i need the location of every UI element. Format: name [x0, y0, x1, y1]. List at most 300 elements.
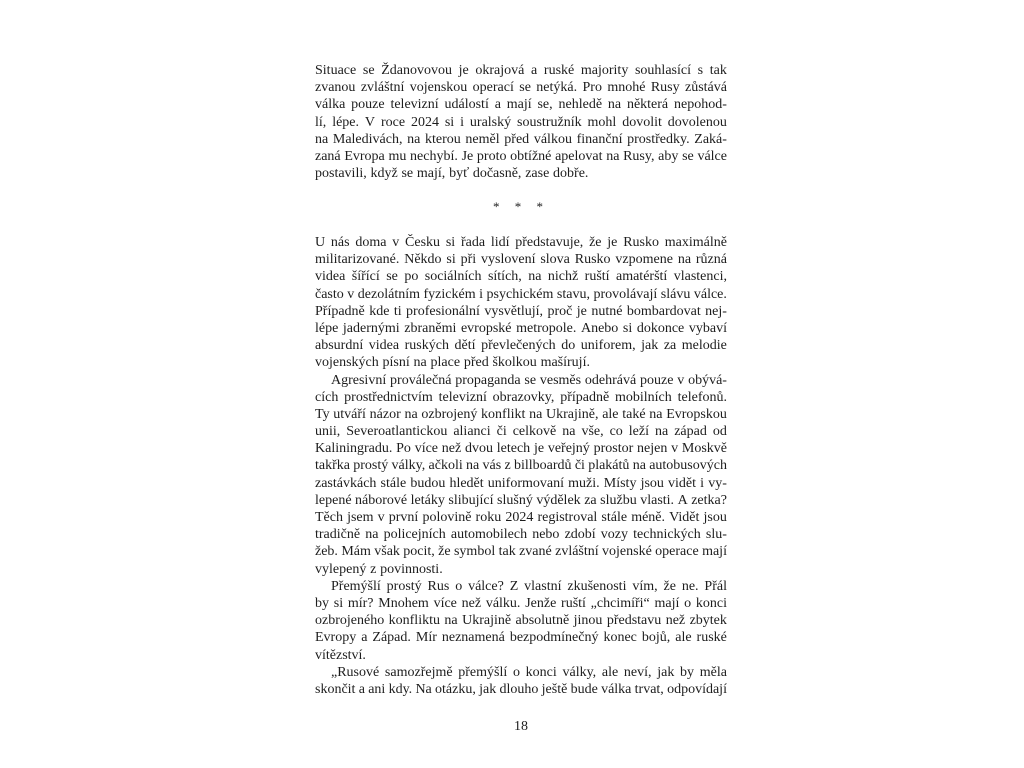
word: televizní: [390, 97, 439, 113]
word: Někdo: [404, 252, 442, 268]
word: řada: [460, 235, 486, 250]
word: zaná: [315, 148, 341, 164]
word: Ždanovovou: [381, 63, 452, 78]
word: se,: [537, 97, 553, 113]
word: tak: [498, 544, 516, 560]
word: jak: [641, 338, 659, 354]
word: otázku,: [435, 681, 476, 697]
text-line: [315, 148, 727, 165]
word: melodie: [681, 338, 727, 354]
word: „chcimíři“: [590, 595, 650, 611]
word: a: [358, 681, 365, 697]
word: mají,: [416, 166, 446, 182]
word: uralský: [469, 114, 512, 130]
word: vás: [482, 458, 502, 474]
word: Případně: [315, 303, 365, 319]
word: zdobí: [564, 527, 596, 543]
word: Kaliningradu.: [315, 441, 393, 457]
word: nás: [330, 235, 350, 250]
word: zvláštní: [555, 544, 599, 560]
word: polovině: [422, 510, 472, 525]
word: s: [697, 63, 704, 78]
word: na: [562, 424, 576, 440]
word: za: [584, 492, 597, 508]
word: Z: [509, 578, 519, 594]
word: válce: [697, 148, 727, 164]
word: co: [609, 424, 623, 440]
word: vybaví: [688, 320, 727, 336]
word: ozbrojený: [421, 406, 478, 422]
word: slova: [540, 252, 570, 268]
text-line: [315, 79, 727, 96]
word: automobilech: [450, 527, 528, 543]
word: videa: [368, 338, 400, 354]
text-line: [315, 423, 727, 440]
word: kterou: [425, 131, 461, 147]
word: dovolit: [622, 114, 662, 130]
word: přemýšlí: [458, 664, 508, 680]
word: konflikt: [481, 406, 526, 422]
word: dvou: [465, 441, 493, 457]
word: žeb.: [315, 544, 338, 560]
word: na: [528, 269, 542, 285]
word: zbytek: [689, 613, 727, 629]
word: zvané: [519, 544, 552, 560]
word: aby: [658, 148, 679, 164]
word: při: [460, 252, 477, 268]
word: nechybí.: [410, 148, 458, 164]
word: Přemýšlí: [331, 578, 381, 594]
word: válkou: [533, 131, 572, 147]
word: ani: [368, 681, 386, 697]
word: amatérští: [615, 269, 668, 285]
word: alianci: [453, 424, 491, 440]
word: leží: [628, 424, 650, 440]
word: Anebo: [580, 320, 619, 336]
word: bombardovat: [626, 303, 701, 319]
word: vše,: [581, 424, 604, 440]
word: samozřejmě: [384, 664, 453, 680]
text-line: [315, 114, 727, 131]
word: U: [315, 235, 326, 250]
word: školkou: [492, 355, 537, 371]
word: války,: [391, 458, 426, 474]
word: provolávají: [593, 286, 658, 302]
word: vítězství.: [315, 647, 366, 663]
word: a: [361, 630, 368, 646]
word: zbraněmi: [404, 320, 457, 336]
word: písní: [382, 355, 410, 371]
text-line: [315, 647, 727, 664]
word: v: [671, 441, 679, 457]
word: autobusových: [649, 458, 727, 474]
word: celkově: [512, 424, 557, 440]
word: převlečených: [481, 338, 556, 354]
word: válce?: [468, 578, 504, 594]
word: takřka: [315, 458, 350, 474]
word: Jenže: [525, 595, 557, 611]
word: ale: [602, 406, 619, 422]
word: před: [463, 355, 489, 371]
word: dokonce: [636, 320, 685, 336]
word: netýká.: [536, 80, 578, 96]
text-line: [315, 372, 727, 389]
word: dezolátním: [357, 286, 420, 302]
word: zetka?: [691, 492, 727, 508]
word: Pro: [582, 80, 602, 96]
word: militarizované.: [315, 252, 400, 268]
word: když: [370, 166, 398, 182]
word: bude: [570, 681, 598, 697]
word: Evropy: [315, 630, 357, 646]
text-line: [315, 612, 727, 629]
word: technických: [633, 527, 701, 543]
text-line: [315, 337, 727, 354]
word: také: [622, 406, 646, 422]
text-line: [315, 578, 727, 595]
word: událostí: [444, 97, 489, 113]
word: na: [315, 131, 329, 147]
word: lidí: [490, 235, 510, 250]
text-line: [315, 354, 727, 371]
word: propaganda: [455, 372, 521, 388]
word: cích: [315, 389, 339, 405]
text-line: [315, 664, 727, 681]
word: konec: [603, 630, 637, 646]
word: Situace: [315, 63, 357, 78]
word: by: [680, 664, 695, 680]
word: války,: [562, 664, 597, 680]
word: se: [401, 166, 414, 182]
word: 2024: [410, 114, 439, 130]
word: případně: [560, 389, 610, 405]
word: se: [682, 148, 694, 164]
word: mír?: [347, 595, 374, 611]
word: válce.: [693, 286, 727, 302]
word: plakátů: [588, 458, 630, 474]
word: od: [712, 424, 727, 440]
word: Rusy,: [623, 148, 655, 164]
word: vidět: [668, 475, 697, 491]
word: si: [446, 252, 456, 268]
word: jadernými: [342, 320, 400, 336]
word: dovolenou: [667, 114, 727, 130]
word: na: [407, 131, 421, 147]
word: službu: [600, 492, 637, 508]
word: na: [606, 148, 620, 164]
word: obývá-: [688, 372, 727, 388]
word: souhlasící: [634, 63, 691, 78]
word: psychickém: [486, 286, 554, 302]
word: nepohod-: [673, 97, 727, 113]
word: na: [632, 458, 646, 474]
word: Ukrajině,: [546, 406, 599, 422]
word: pouze: [640, 372, 674, 388]
word: Zaká-: [694, 131, 727, 147]
word: i: [479, 286, 484, 302]
word: prostý: [386, 578, 422, 594]
word: zase: [525, 166, 550, 182]
paragraph-top: [315, 62, 727, 182]
word: Moskvě: [681, 441, 727, 457]
word: v: [677, 372, 685, 388]
word: majority: [580, 63, 629, 78]
word: pocit,: [403, 544, 435, 560]
word: Přál: [704, 578, 727, 594]
word: mají: [702, 544, 727, 560]
word: vojenských: [315, 355, 379, 371]
text-line: [315, 681, 727, 698]
word: lépe.: [332, 114, 360, 130]
word: place: [430, 355, 461, 371]
word: Ukrajině: [462, 613, 512, 629]
page-number: 18: [514, 719, 528, 734]
word: 2024: [505, 510, 534, 525]
word: dobře.: [553, 166, 589, 182]
word: uniforem,: [580, 338, 636, 354]
word: doma: [355, 235, 387, 250]
word: pouze: [351, 97, 385, 113]
word: o: [512, 664, 520, 680]
word: jak: [479, 681, 497, 697]
word: vzpomene: [615, 252, 673, 268]
word: ještě: [541, 681, 568, 697]
word: mohl: [587, 114, 617, 130]
word: muži.: [568, 475, 600, 491]
main-text: [315, 234, 727, 698]
word: proválečná: [390, 372, 452, 388]
word: na: [677, 252, 692, 268]
word: je: [576, 303, 587, 319]
word: Evropa: [344, 148, 385, 164]
word: vím,: [632, 578, 658, 594]
word: symbol: [453, 544, 496, 560]
word: roce: [380, 114, 406, 130]
word: lepené: [315, 492, 352, 508]
word: V: [364, 114, 376, 130]
text-line: [315, 457, 727, 474]
word: prostředky.: [627, 131, 690, 147]
word: Agresivní: [331, 372, 387, 388]
word: vlasti.: [640, 492, 675, 508]
word: maximálně: [664, 235, 727, 250]
word: veřejný: [547, 441, 590, 457]
word: zastávkách: [315, 475, 377, 491]
word: Ty: [315, 406, 330, 422]
word: letáky: [410, 492, 445, 508]
word: ruští: [561, 595, 586, 611]
word: evropské: [460, 320, 512, 336]
word: první: [388, 510, 419, 525]
word: tradičně: [315, 527, 361, 543]
word: v: [377, 510, 385, 525]
word: prostřednictvím: [344, 389, 433, 405]
text-line: [315, 509, 727, 526]
word: nejen: [637, 441, 668, 457]
word: ti: [393, 303, 402, 319]
word: policejních: [383, 527, 446, 543]
text-line: [315, 543, 727, 560]
word: o: [684, 595, 692, 611]
word: slu-: [705, 527, 727, 543]
text-line: [315, 475, 727, 492]
text-line: [315, 165, 727, 182]
word: videa: [315, 269, 346, 285]
word: a: [531, 63, 538, 78]
word: Severoatlantickou: [346, 424, 448, 440]
word: výdělek: [536, 492, 581, 508]
word: je: [458, 63, 469, 78]
word: nebo: [532, 527, 560, 543]
word: trvat,: [634, 681, 664, 697]
word: na: [365, 527, 379, 543]
word: Rusy: [650, 80, 680, 96]
word: nichž: [547, 269, 579, 285]
word: neví,: [623, 664, 652, 680]
word: si: [622, 320, 633, 336]
word: proto: [476, 148, 507, 164]
word: i: [460, 114, 464, 130]
word: bojů,: [641, 630, 671, 646]
word: mu: [388, 148, 407, 164]
word: zkušenosti: [567, 578, 627, 594]
word: některá: [626, 97, 669, 113]
word: a: [494, 97, 501, 113]
word: mašírují.: [540, 355, 590, 371]
word: ačkoli: [428, 458, 463, 474]
word: prostý: [353, 458, 389, 474]
word: Česku: [405, 235, 441, 250]
word: konci: [525, 664, 557, 680]
word: je: [533, 441, 545, 457]
word: že: [589, 235, 602, 250]
word: postavili,: [315, 166, 367, 182]
word: sociálních: [424, 269, 482, 285]
word: lí,: [315, 114, 327, 130]
word: Na: [415, 681, 432, 697]
word: lépe: [315, 320, 339, 336]
word: jsou: [703, 510, 727, 525]
word: válka: [315, 97, 346, 113]
word: měla: [699, 664, 727, 680]
word: hledět: [449, 475, 484, 491]
word: budou: [410, 475, 446, 491]
word: Rusko: [623, 235, 659, 250]
word: vyslovení: [481, 252, 536, 268]
word: si: [444, 114, 455, 130]
text-line: [315, 96, 727, 113]
word: kde: [369, 303, 390, 319]
word: profesionální: [406, 303, 480, 319]
word: mobilních: [615, 389, 672, 405]
word: se: [524, 372, 537, 388]
word: skončit: [315, 681, 356, 697]
word: billboardů: [513, 458, 572, 474]
section-separator: * * *: [493, 199, 549, 214]
word: stále: [601, 510, 628, 525]
word: zvanou: [315, 80, 356, 96]
word: i: [700, 475, 705, 491]
word: Západ.: [372, 630, 411, 646]
word: Místy: [603, 475, 637, 491]
word: registroval: [537, 510, 598, 525]
text-line: [315, 526, 727, 543]
word: Mnohem: [378, 595, 429, 611]
text-line: [315, 406, 727, 423]
text-line: [315, 561, 727, 578]
text-line: [315, 440, 727, 457]
word: na: [444, 613, 458, 629]
word: než: [665, 613, 686, 629]
word: Rusko: [574, 252, 611, 268]
word: operace: [655, 544, 699, 560]
text-line: [315, 251, 727, 268]
word: proč: [547, 303, 573, 319]
word: Maledivách,: [332, 131, 403, 147]
word: ruské: [543, 63, 575, 78]
word: letech: [496, 441, 531, 457]
word: na: [404, 406, 418, 422]
word: povinnosti.: [380, 561, 443, 577]
word: či: [496, 424, 507, 440]
word: na: [607, 97, 622, 113]
word: se: [386, 269, 398, 285]
word: Po: [396, 441, 411, 457]
word: apelovat: [555, 148, 603, 164]
word: dlouho: [499, 681, 539, 697]
word: často: [315, 286, 344, 302]
word: že: [663, 578, 676, 594]
word: Evropskou: [666, 406, 727, 422]
text-line: [315, 286, 727, 303]
word: šířící: [351, 269, 380, 285]
text-line: [315, 595, 727, 612]
word: tak: [709, 63, 727, 78]
word: Rus: [427, 578, 450, 594]
text-line: [315, 268, 727, 285]
word: než: [441, 441, 462, 457]
word: neměl: [465, 131, 500, 147]
word: kdy.: [388, 681, 413, 697]
word: je: [607, 235, 618, 250]
word: okrajová: [475, 63, 525, 78]
word: operací: [472, 80, 514, 96]
word: absurdní: [315, 338, 364, 354]
word: fyzickém: [423, 286, 476, 302]
word: v: [347, 286, 355, 302]
word: dočasně,: [472, 166, 522, 182]
word: slušný: [497, 492, 533, 508]
word: na: [466, 458, 480, 474]
word: o: [455, 578, 463, 594]
word: slibující: [448, 492, 494, 508]
word: absolutně: [515, 613, 570, 629]
word: vysvětlují,: [484, 303, 544, 319]
word: konfliktu: [388, 613, 440, 629]
word: dětí: [454, 338, 476, 354]
word: bezpodmínečný: [509, 630, 599, 646]
word: si: [445, 235, 456, 250]
word: představuje,: [515, 235, 584, 250]
word: by: [315, 595, 329, 611]
word: zůstává: [684, 80, 727, 96]
word: stále: [380, 475, 407, 491]
word: nutné: [591, 303, 623, 319]
word: slávu: [660, 286, 691, 302]
word: uniformovaní: [487, 475, 565, 491]
word: neznamená: [441, 630, 505, 646]
word: více: [414, 441, 439, 457]
